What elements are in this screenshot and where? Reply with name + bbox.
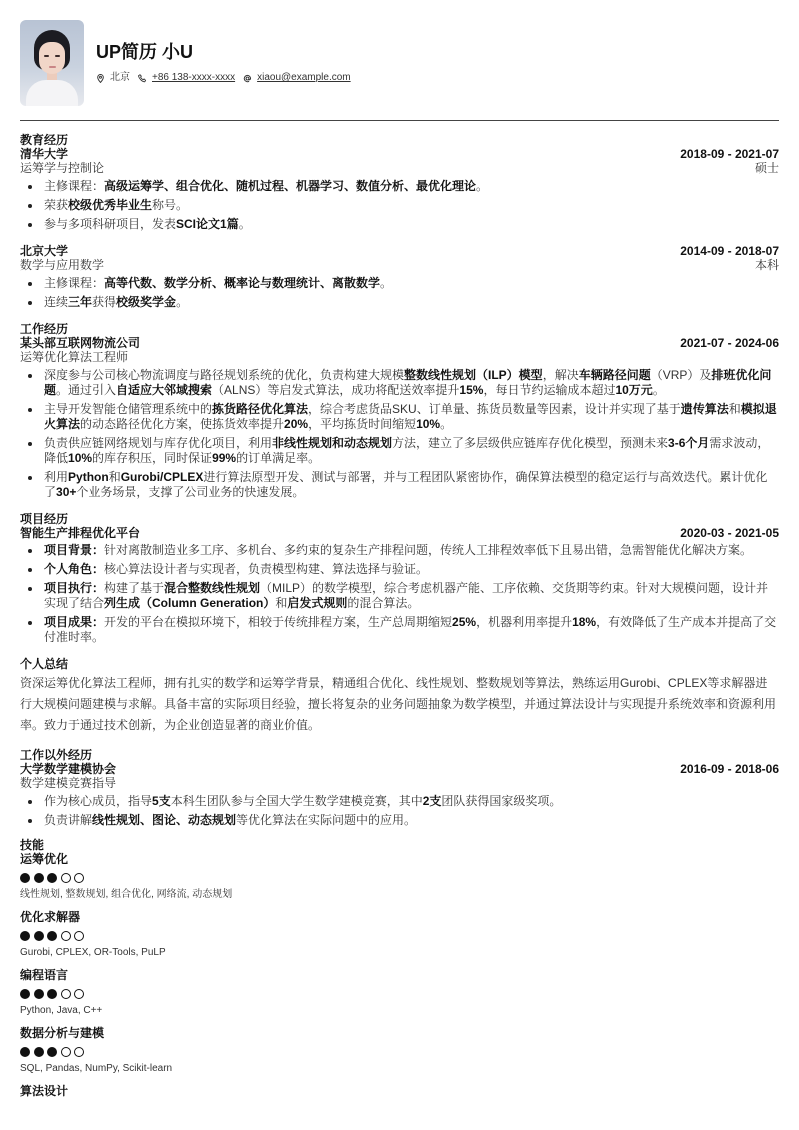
- section-title: 项目经历: [20, 512, 69, 526]
- school-name: 清华大学: [20, 147, 69, 161]
- other-experience-section: [20, 748, 779, 828]
- company-name: 某头部互联网物流公司: [20, 336, 141, 350]
- list-item: 项目背景：针对离散制造业多工序、多机台、多约束的复杂生产排程问题，传统人工排程效率低下且易出错，急需智能优化解决方案。: [20, 543, 779, 558]
- rating-dot-filled-icon: [34, 1047, 44, 1057]
- skill-name: 算法设计: [20, 1084, 69, 1098]
- skill-item: [20, 910, 779, 960]
- skill-keywords: Gurobi, CPLEX, OR-Tools, PuLP: [20, 947, 166, 958]
- rating-dot-filled-icon: [34, 873, 44, 883]
- rating-dot-filled-icon: [20, 931, 30, 941]
- education-entry: [20, 147, 779, 232]
- list-item: 作为核心成员，指导5支本科生团队参与全国大学生数学建模竞赛，其中2支团队获得国家级奖项。: [20, 794, 779, 809]
- section-title: 技能: [20, 838, 45, 852]
- skill-item: [20, 1084, 779, 1099]
- location-pin-icon: [96, 74, 105, 83]
- summary-text: 资深运筹优化算法工程师，拥有扎实的数学和运筹学背景，精通组合优化、线性规划、整数规划等算法，熟练运用Gurobi、CPLEX等求解器进行大规模问题建模与求解。具备丰富的实际项目经验，擅长将复杂的业务问题抽象为数学模型，并通过算法设计与实现提升系统效率和资源利用率。致力于通过技术创新，为企业创造显著的商业价值。: [20, 676, 777, 732]
- rating-dot-filled-icon: [47, 989, 57, 999]
- list-item: 负责讲解线性规划、图论、动态规划等优化算法在实际问题中的应用。: [20, 813, 779, 828]
- skill-keywords: 线性规划, 整数规划, 组合优化, 网络流, 动态规划: [20, 889, 233, 900]
- list-item: 主导开发智能仓储管理系统中的拣货路径优化算法，综合考虑货品SKU、订单量、拣货员数量等因素，设计并实现了基于遗传算法和模拟退火算法的动态路径优化方案，使拣货效率提升20%，平均拣货时间缩短10%。: [20, 402, 779, 432]
- header-info: [96, 20, 359, 85]
- rating-dot-filled-icon: [20, 1047, 30, 1057]
- contact-phone: [138, 71, 235, 85]
- contact-info: [96, 71, 359, 85]
- rating-dot-filled-icon: [47, 873, 57, 883]
- phone-icon: [138, 74, 147, 83]
- rating-dot-filled-icon: [20, 989, 30, 999]
- major: 运筹学与控制论: [20, 161, 105, 175]
- rating-dot-filled-icon: [34, 931, 44, 941]
- list-item: 个人角色：核心算法设计者与实现者，负责模型构建、算法选择与验证。: [20, 562, 779, 577]
- header-divider: [20, 120, 779, 121]
- rating-dot-filled-icon: [47, 1047, 57, 1057]
- list-item: 主修课程：高级运筹学、组合优化、随机过程、机器学习、数值分析、最优化理论。: [20, 179, 779, 194]
- rating-dot-empty-icon: [74, 989, 84, 999]
- date-range: 2016-09 - 2018-06: [680, 762, 779, 776]
- profile-photo: [20, 20, 84, 106]
- degree: 硕士: [754, 161, 779, 175]
- rating-dot-empty-icon: [74, 873, 84, 883]
- skill-level-rating: [20, 873, 779, 883]
- section-title: 工作经历: [20, 322, 69, 336]
- candidate-name: UP简历 小U: [96, 42, 194, 62]
- skill-name: 运筹优化: [20, 852, 69, 866]
- skill-item: [20, 1026, 779, 1076]
- work-entry: [20, 336, 779, 500]
- rating-dot-empty-icon: [61, 931, 71, 941]
- skill-level-rating: [20, 931, 779, 941]
- skill-name: 数据分析与建模: [20, 1026, 105, 1040]
- rating-dot-empty-icon: [74, 931, 84, 941]
- resume-header: [20, 20, 779, 106]
- skill-name: 优化求解器: [20, 910, 81, 924]
- rating-dot-empty-icon: [74, 1047, 84, 1057]
- list-item: 连续三年获得校级奖学金。: [20, 295, 779, 310]
- skill-name: 编程语言: [20, 968, 69, 982]
- list-item: 项目成果：开发的平台在模拟环境下，相较于传统排程方案，生产总周期缩短25%，机器利用率提升18%，有效降低了生产成本并提高了交付准时率。: [20, 615, 779, 645]
- job-role: 运筹优化算法工程师: [20, 350, 129, 364]
- list-item: 荣获校级优秀毕业生称号。: [20, 198, 779, 213]
- phone-link[interactable]: +86 138-xxxx-xxxx: [152, 72, 236, 83]
- rating-dot-filled-icon: [34, 989, 44, 999]
- at-sign-icon: [243, 74, 252, 83]
- date-range: 2018-09 - 2021-07: [680, 147, 779, 161]
- section-title: 工作以外经历: [20, 748, 93, 762]
- projects-section: [20, 512, 779, 645]
- section-title: 个人总结: [20, 657, 69, 671]
- rating-dot-empty-icon: [61, 989, 71, 999]
- degree: 本科: [754, 258, 779, 272]
- project-entry: [20, 526, 779, 645]
- contact-email: [243, 71, 351, 85]
- list-item: 利用Python和Gurobi/CPLEX进行算法原型开发、测试与部署，并与工程团队紧密协作，确保算法模型的稳定运行与高效迭代。累计优化了30+个业务场景，支撑了公司业务的快速发展。: [20, 470, 779, 500]
- work-section: [20, 322, 779, 500]
- other-entry: [20, 762, 779, 828]
- contact-location: [96, 71, 130, 85]
- skills-section: [20, 838, 779, 1099]
- skill-level-rating: [20, 989, 779, 999]
- rating-dot-empty-icon: [61, 1047, 71, 1057]
- project-name: 智能生产排程优化平台: [20, 526, 141, 540]
- organization-name: 大学数学建模协会: [20, 762, 117, 776]
- skill-level-rating: [20, 1047, 779, 1057]
- date-range: 2021-07 - 2024-06: [680, 336, 779, 350]
- list-item: 项目执行：构建了基于混合整数线性规划（MILP）的数学模型，综合考虑机器产能、工序依赖、交货期等约束。针对大规模问题，设计并实现了结合列生成（Column Generation）和启发式规则的混合算法。: [20, 581, 779, 611]
- date-range: 2014-09 - 2018-07: [680, 244, 779, 258]
- education-section: [20, 133, 779, 310]
- skill-item: [20, 968, 779, 1018]
- skill-keywords: SQL, Pandas, NumPy, Scikit-learn: [20, 1063, 173, 1074]
- major: 数学与应用数学: [20, 258, 105, 272]
- rating-dot-empty-icon: [61, 873, 71, 883]
- skill-item: [20, 852, 779, 902]
- school-name: 北京大学: [20, 244, 69, 258]
- list-item: 参与多项科研项目，发表SCI论文1篇。: [20, 217, 779, 232]
- education-entry: [20, 244, 779, 310]
- list-item: 主修课程：高等代数、数学分析、概率论与数理统计、离散数学。: [20, 276, 779, 291]
- rating-dot-filled-icon: [47, 931, 57, 941]
- date-range: 2020-03 - 2021-05: [680, 526, 779, 540]
- location-text: 北京: [110, 72, 130, 83]
- summary-section: [20, 657, 779, 736]
- list-item: 负责供应链网络规划与库存优化项目，利用非线性规划和动态规划方法，建立了多层级供应链库存优化模型，预测未来3-6个月需求波动，降低10%的库存积压，同时保证99%的订单满足率。: [20, 436, 779, 466]
- activity-role: 数学建模竞赛指导: [20, 776, 117, 790]
- rating-dot-filled-icon: [20, 873, 30, 883]
- email-link[interactable]: xiaou@example.com: [257, 72, 351, 83]
- section-title: 教育经历: [20, 133, 69, 147]
- skill-keywords: Python, Java, C++: [20, 1005, 103, 1016]
- list-item: 深度参与公司核心物流调度与路径规划系统的优化，负责构建大规模整数线性规划（ILP）模型，解决车辆路径问题（VRP）及排班优化问题。通过引入自适应大邻域搜索（ALNS）等启发式算法，成功将配送效率提升15%，每日节约运输成本超过10万元。: [20, 368, 779, 398]
